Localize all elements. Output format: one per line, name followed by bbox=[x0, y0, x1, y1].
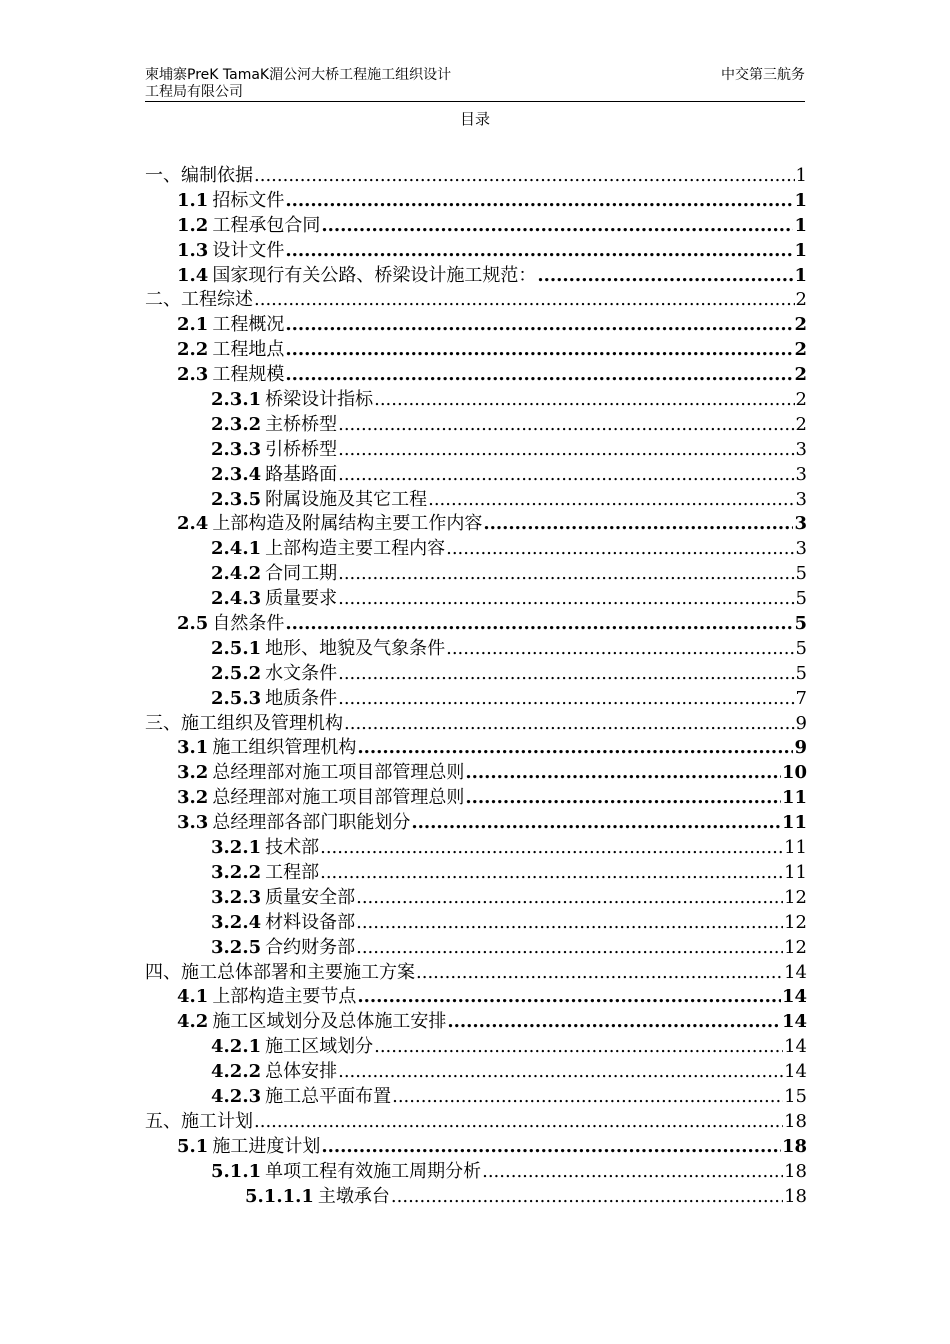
dot-leader bbox=[338, 438, 794, 463]
toc-entry-number: 2.2 bbox=[177, 339, 209, 361]
dot-leader bbox=[357, 985, 781, 1010]
header-company-line2: 工程局有限公司 bbox=[145, 84, 243, 100]
toc-entry[interactable] bbox=[145, 985, 807, 1010]
toc-entry-page: 2 bbox=[795, 413, 807, 435]
dot-leader bbox=[338, 463, 794, 488]
toc-entry-text: 施工组织管理机构 bbox=[212, 737, 357, 759]
dot-leader bbox=[254, 164, 795, 189]
toc-entry-text: 总体安排 bbox=[265, 1061, 338, 1083]
toc-entry-page: 1 bbox=[795, 165, 807, 186]
toc-entry-number: 2.5.3 bbox=[211, 687, 262, 709]
toc-entry-number: 5.1.1 bbox=[211, 1160, 262, 1182]
dot-leader bbox=[465, 786, 781, 811]
dot-leader bbox=[537, 264, 793, 289]
toc-entry-text: 施工总平面布置 bbox=[265, 1085, 392, 1107]
toc-entry-text: 质量要求 bbox=[265, 588, 338, 610]
toc-entry[interactable] bbox=[145, 612, 807, 637]
toc-entry-number: 2.3.4 bbox=[211, 463, 262, 485]
toc-entry-page: 11 bbox=[784, 861, 807, 883]
toc-entry-text: 工程部 bbox=[265, 861, 320, 883]
toc-entry[interactable] bbox=[145, 388, 807, 413]
toc-entry-text: 施工区域划分 bbox=[265, 1036, 374, 1058]
toc-entry-number: 5.1 bbox=[177, 1135, 209, 1157]
toc-entry-text: 上部构造主要工程内容 bbox=[265, 538, 446, 560]
toc-entry-page: 1 bbox=[794, 214, 807, 236]
dot-leader bbox=[254, 288, 795, 313]
toc-entry-page: 11 bbox=[781, 812, 807, 834]
toc-entry[interactable] bbox=[145, 861, 807, 886]
toc-entry[interactable] bbox=[145, 1010, 807, 1035]
dot-leader bbox=[321, 1135, 781, 1160]
toc-entry-number: 2.3.2 bbox=[211, 413, 262, 435]
toc-title: 目录 bbox=[459, 110, 490, 128]
dot-leader bbox=[447, 1010, 781, 1035]
toc-entry-text: 合同工期 bbox=[265, 563, 338, 585]
toc-entry-number: 3.3 bbox=[177, 812, 209, 834]
toc-entry[interactable] bbox=[145, 936, 807, 961]
toc-entry-page: 3 bbox=[795, 463, 807, 485]
dot-leader bbox=[338, 587, 794, 612]
toc-entry-page: 12 bbox=[784, 936, 807, 958]
dot-leader bbox=[285, 363, 793, 388]
toc-entry-text: 自然条件 bbox=[212, 613, 285, 635]
dot-leader bbox=[320, 836, 783, 861]
toc-entry-page: 2 bbox=[795, 389, 807, 411]
toc-entry-number: 2.4.1 bbox=[211, 538, 262, 560]
dot-leader bbox=[482, 1160, 783, 1185]
toc-entry-text: 总经理部对施工项目部管理总则 bbox=[212, 762, 465, 784]
toc-entry-text: 附属设施及其它工程 bbox=[265, 488, 428, 510]
toc-entry-text: 合约财务部 bbox=[265, 936, 356, 958]
dot-leader bbox=[321, 214, 793, 239]
header-company-line1: 中交第三航务 bbox=[721, 67, 805, 83]
toc-entry[interactable] bbox=[145, 338, 807, 363]
toc-entry[interactable] bbox=[145, 587, 807, 612]
toc-entry-text: 设计文件 bbox=[212, 239, 285, 261]
dot-leader bbox=[338, 413, 794, 438]
toc-entry[interactable] bbox=[145, 961, 807, 986]
toc-entry[interactable] bbox=[145, 1135, 807, 1160]
toc-entry[interactable] bbox=[145, 1110, 807, 1135]
toc-entry-page: 2 bbox=[794, 339, 807, 361]
toc-entry-number: 3.2.3 bbox=[211, 886, 262, 908]
toc-entry-text: 地质条件 bbox=[265, 687, 338, 709]
toc-entry[interactable] bbox=[145, 886, 807, 911]
toc-entry-text: 水文条件 bbox=[265, 662, 338, 684]
dot-leader bbox=[338, 687, 794, 712]
toc-entry[interactable] bbox=[145, 662, 807, 687]
toc-entry-page: 5 bbox=[795, 637, 807, 659]
toc-entry-text: 桥梁设计指标 bbox=[265, 389, 374, 411]
toc-entry[interactable] bbox=[145, 512, 807, 537]
dot-leader bbox=[428, 488, 794, 513]
toc-entry-number: 4.1 bbox=[177, 986, 209, 1008]
toc-entry-page: 14 bbox=[781, 1011, 807, 1033]
toc-entry-number: 3.2.4 bbox=[211, 911, 262, 933]
toc-entry-number: 3.2 bbox=[177, 787, 209, 809]
toc-entry-text: 施工进度计划 bbox=[212, 1135, 321, 1157]
toc-entry-page: 1 bbox=[794, 239, 807, 261]
toc-entry[interactable] bbox=[145, 189, 807, 214]
toc-entry-page: 11 bbox=[784, 837, 807, 859]
toc-entry-page: 3 bbox=[795, 538, 807, 560]
toc-entry-number: 2.4.3 bbox=[211, 588, 262, 610]
toc-entry[interactable] bbox=[145, 214, 807, 239]
toc-entry[interactable] bbox=[145, 687, 807, 712]
toc-entry-number: 5.1.1.1 bbox=[245, 1185, 314, 1207]
toc-entry-number: 3.2.2 bbox=[211, 861, 262, 883]
toc-entry-number: 4.2 bbox=[177, 1011, 209, 1033]
dot-leader bbox=[320, 861, 783, 886]
toc-entry-page: 5 bbox=[795, 563, 807, 585]
toc-entry-text: 质量安全部 bbox=[265, 886, 356, 908]
toc-entry-number: 2.3 bbox=[177, 364, 209, 386]
toc-entry[interactable] bbox=[145, 712, 807, 737]
toc-entry-text: 工程规模 bbox=[212, 364, 285, 386]
toc-entry-page: 3 bbox=[795, 488, 807, 510]
toc-entry-number: 4.2.3 bbox=[211, 1085, 262, 1107]
dot-leader bbox=[356, 911, 783, 936]
toc-entry[interactable] bbox=[145, 164, 807, 189]
toc-entry[interactable] bbox=[145, 1160, 807, 1185]
toc-entry[interactable] bbox=[145, 1035, 807, 1060]
toc-entry-text: 四、施工总体部署和主要施工方案 bbox=[145, 961, 415, 983]
dot-leader bbox=[391, 1185, 783, 1210]
toc-entry[interactable] bbox=[145, 1060, 807, 1085]
toc-entry[interactable] bbox=[145, 811, 807, 836]
dot-leader bbox=[338, 562, 794, 587]
dot-leader bbox=[285, 612, 793, 637]
toc-entry-page: 9 bbox=[795, 712, 807, 734]
toc-entry-number: 2.3.3 bbox=[211, 438, 262, 460]
toc-entry-number: 1.1 bbox=[177, 189, 209, 211]
toc-entry-number: 1.2 bbox=[177, 214, 209, 236]
toc-entry-text: 引桥桥型 bbox=[265, 438, 338, 460]
toc-entry-page: 3 bbox=[795, 438, 807, 460]
toc-entry-page: 11 bbox=[781, 787, 807, 809]
toc-entry-page: 5 bbox=[795, 662, 807, 684]
toc-entry-text: 工程概况 bbox=[212, 314, 285, 336]
toc-entry-page: 18 bbox=[784, 1185, 807, 1207]
toc-entry-number: 2.4 bbox=[177, 513, 209, 535]
toc-entry-number: 2.1 bbox=[177, 314, 209, 336]
dot-leader bbox=[285, 313, 793, 338]
toc-entry-text: 地形、地貌及气象条件 bbox=[265, 637, 446, 659]
toc-entry-page: 5 bbox=[795, 588, 807, 610]
toc-entry[interactable] bbox=[145, 313, 807, 338]
toc-entry-text: 一、编制依据 bbox=[145, 165, 253, 186]
toc-entry-number: 2.4.2 bbox=[211, 563, 262, 585]
toc-entry-number: 3.2.5 bbox=[211, 936, 262, 958]
toc-entry-number: 2.5 bbox=[177, 613, 209, 635]
toc-entry-page: 18 bbox=[784, 1160, 807, 1182]
toc-entry-text: 上部构造主要节点 bbox=[212, 986, 357, 1008]
toc-entry[interactable] bbox=[145, 363, 807, 388]
toc-entry-number: 2.5.1 bbox=[211, 637, 262, 659]
toc-entry-page: 14 bbox=[784, 1036, 807, 1058]
dot-leader bbox=[285, 189, 793, 214]
toc-entry-page: 14 bbox=[784, 1061, 807, 1083]
toc-entry-text: 技术部 bbox=[265, 837, 320, 859]
toc-entry-page: 12 bbox=[784, 886, 807, 908]
toc-entry[interactable] bbox=[145, 463, 807, 488]
toc-entry-number: 3.1 bbox=[177, 737, 209, 759]
toc-entry[interactable] bbox=[145, 537, 807, 562]
toc-entry[interactable] bbox=[145, 562, 807, 587]
toc-entry-text: 二、工程综述 bbox=[145, 289, 253, 311]
toc-entry[interactable] bbox=[145, 761, 807, 786]
dot-leader bbox=[392, 1085, 783, 1110]
toc-entry-number: 1.3 bbox=[177, 239, 209, 261]
toc-entry-text: 工程地点 bbox=[212, 339, 285, 361]
toc-entry-page: 2 bbox=[794, 314, 807, 336]
toc-entry-text: 总经理部对施工项目部管理总则 bbox=[212, 787, 465, 809]
dot-leader bbox=[254, 1110, 783, 1135]
toc-entry[interactable] bbox=[145, 786, 807, 811]
toc-entry-text: 路基路面 bbox=[265, 463, 338, 485]
toc-entry[interactable] bbox=[145, 637, 807, 662]
dot-leader bbox=[344, 712, 795, 737]
toc-entry-number: 3.2 bbox=[177, 762, 209, 784]
toc-entry-text: 五、施工计划 bbox=[145, 1110, 253, 1132]
toc-entry-number: 3.2.1 bbox=[211, 837, 262, 859]
toc-entry-page: 3 bbox=[794, 513, 807, 535]
toc-entry-page: 18 bbox=[784, 1110, 807, 1132]
toc-entry[interactable] bbox=[145, 288, 807, 313]
toc-entry-number: 2.5.2 bbox=[211, 662, 262, 684]
header-rule bbox=[145, 101, 805, 102]
toc-entry[interactable] bbox=[145, 1185, 807, 1210]
dot-leader bbox=[356, 936, 783, 961]
toc-entry[interactable] bbox=[145, 413, 807, 438]
toc-entry-number: 4.2.2 bbox=[211, 1061, 262, 1083]
toc-entry-page: 5 bbox=[794, 613, 807, 635]
toc-entry-text: 单项工程有效施工周期分析 bbox=[265, 1160, 482, 1182]
toc-entry-text: 三、施工组织及管理机构 bbox=[145, 712, 343, 734]
toc-entry[interactable] bbox=[145, 438, 807, 463]
dot-leader bbox=[483, 512, 793, 537]
dot-leader bbox=[285, 239, 793, 264]
toc-entry-page: 1 bbox=[794, 264, 807, 286]
dot-leader bbox=[465, 761, 781, 786]
toc-entry-number: 4.2.1 bbox=[211, 1036, 262, 1058]
toc-entry-page: 1 bbox=[794, 189, 807, 211]
toc-entry-text: 招标文件 bbox=[212, 189, 285, 211]
toc-entry-number: 2.3.1 bbox=[211, 389, 262, 411]
toc-entry[interactable] bbox=[145, 911, 807, 936]
table-of-contents bbox=[145, 164, 807, 1209]
dot-leader bbox=[416, 961, 783, 986]
toc-entry-number: 2.3.5 bbox=[211, 488, 262, 510]
toc-entry-page: 2 bbox=[795, 289, 807, 311]
toc-entry[interactable] bbox=[145, 836, 807, 861]
toc-entry[interactable] bbox=[145, 1085, 807, 1110]
toc-entry[interactable] bbox=[145, 488, 807, 513]
toc-entry-text: 总经理部各部门职能划分 bbox=[212, 812, 411, 834]
dot-leader bbox=[374, 1035, 783, 1060]
toc-entry[interactable] bbox=[145, 264, 807, 289]
toc-entry-text: 主墩承台 bbox=[317, 1185, 390, 1207]
toc-entry-page: 2 bbox=[794, 364, 807, 386]
toc-entry-text: 主桥桥型 bbox=[265, 413, 338, 435]
toc-entry-page: 14 bbox=[781, 986, 807, 1008]
dot-leader bbox=[374, 388, 794, 413]
header-title: 柬埔寨PreK TamaK湄公河大桥工程施工组织设计 bbox=[145, 67, 452, 83]
toc-entry-page: 10 bbox=[781, 762, 807, 784]
toc-entry-page: 7 bbox=[795, 687, 807, 709]
dot-leader bbox=[285, 338, 793, 363]
toc-entry-text: 材料设备部 bbox=[265, 911, 356, 933]
dot-leader bbox=[446, 537, 794, 562]
toc-entry-text: 国家现行有关公路、桥梁设计施工规范： bbox=[212, 264, 537, 286]
toc-entry-number: 1.4 bbox=[177, 264, 209, 286]
toc-entry-text: 上部构造及附属结构主要工作内容 bbox=[212, 513, 483, 535]
dot-leader bbox=[357, 736, 793, 761]
toc-entry[interactable] bbox=[145, 736, 807, 761]
dot-leader bbox=[411, 811, 781, 836]
toc-entry-page: 14 bbox=[784, 961, 807, 983]
dot-leader bbox=[338, 1060, 783, 1085]
toc-entry-text: 施工区域划分及总体施工安排 bbox=[212, 1011, 447, 1033]
dot-leader bbox=[356, 886, 783, 911]
toc-entry-page: 12 bbox=[784, 911, 807, 933]
toc-entry-page: 15 bbox=[784, 1085, 807, 1107]
toc-entry-page: 9 bbox=[794, 737, 807, 759]
toc-entry-text: 工程承包合同 bbox=[212, 214, 321, 236]
dot-leader bbox=[338, 662, 794, 687]
toc-entry[interactable] bbox=[145, 239, 807, 264]
dot-leader bbox=[446, 637, 794, 662]
toc-entry-page: 18 bbox=[781, 1135, 807, 1157]
